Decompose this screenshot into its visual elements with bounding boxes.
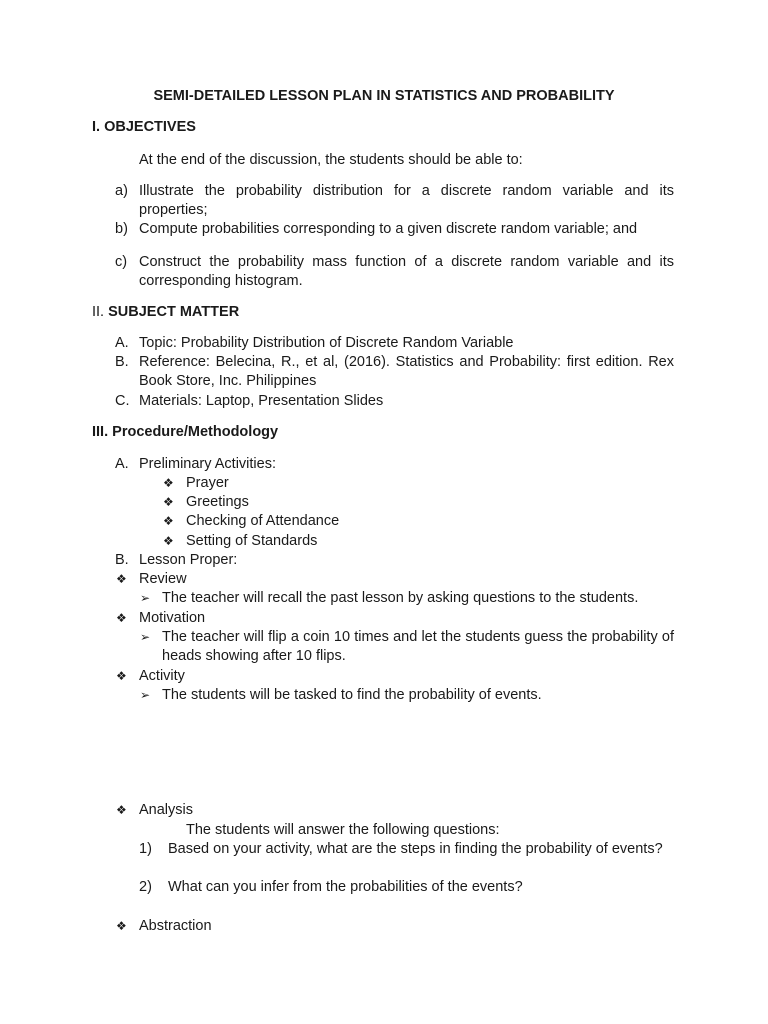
prelim-item-standards: Setting of Standards bbox=[186, 533, 318, 549]
objective-c-text: Construct the probability mass function of a discrete random variable and its corresponding histogram. bbox=[139, 254, 674, 289]
objectives-intro: At the end of the discussion, the students should be able to: bbox=[139, 152, 523, 168]
analysis-label: Analysis bbox=[139, 802, 193, 818]
analysis-intro: The students will answer the following questions: bbox=[186, 822, 500, 838]
diamond-bullet-icon: ❖ bbox=[163, 514, 174, 528]
diamond-bullet-icon: ❖ bbox=[116, 611, 127, 625]
objective-a-text: Illustrate the probability distribution for a discrete random variable and its properties; bbox=[139, 183, 674, 218]
subject-matter-heading-number: II. bbox=[92, 304, 105, 320]
prelim-item-greetings: Greetings bbox=[186, 494, 249, 510]
objective-c-marker: c) bbox=[115, 254, 128, 270]
lesson-proper-label: Lesson Proper: bbox=[139, 552, 238, 568]
lesson-proper-marker: B. bbox=[115, 552, 129, 568]
subject-c-text: Materials: Laptop, Presentation Slides bbox=[139, 393, 384, 409]
procedure-heading: III. Procedure/Methodology bbox=[92, 424, 279, 440]
subject-b-text: Reference: Belecina, R., et al, (2016). Statistics and Probability: first edition. Rex Book Store, Inc. Philippines bbox=[139, 354, 674, 389]
diamond-bullet-icon: ❖ bbox=[116, 572, 127, 586]
prelim-label: Preliminary Activities: bbox=[139, 456, 276, 472]
subject-a-text: Topic: Probability Distribution of Discrete Random Variable bbox=[139, 335, 514, 351]
review-text: The teacher will recall the past lesson by asking questions to the students. bbox=[162, 590, 639, 606]
diamond-bullet-icon: ❖ bbox=[116, 803, 127, 817]
subject-matter-heading bbox=[92, 303, 239, 322]
analysis-question-2-marker: 2) bbox=[139, 879, 152, 895]
analysis-question-1-text: Based on your activity, what are the steps in finding the probability of events? bbox=[168, 841, 663, 857]
arrow-bullet-icon: ➢ bbox=[140, 688, 151, 702]
activity-text: The students will be tasked to find the probability of events. bbox=[162, 687, 542, 703]
prelim-item-attendance: Checking of Attendance bbox=[186, 513, 340, 529]
page-title: SEMI-DETAILED LESSON PLAN IN STATISTICS AND PROBABILITY bbox=[153, 88, 615, 104]
abstraction-label: Abstraction bbox=[139, 918, 212, 934]
motivation-text: The teacher will flip a coin 10 times and let the students guess the probability of heads showing after 10 flips. bbox=[162, 629, 674, 664]
review-label: Review bbox=[139, 571, 187, 587]
motivation-label: Motivation bbox=[139, 610, 206, 626]
objective-b-marker: b) bbox=[115, 221, 128, 237]
subject-matter-heading-text: SUBJECT MATTER bbox=[108, 304, 240, 320]
objective-b-text: Compute probabilities corresponding to a given discrete random variable; and bbox=[139, 221, 638, 237]
analysis-question-2-text: What can you infer from the probabilities of the events? bbox=[168, 879, 523, 895]
diamond-bullet-icon: ❖ bbox=[163, 476, 174, 490]
activity-label: Activity bbox=[139, 668, 185, 684]
arrow-bullet-icon: ➢ bbox=[140, 630, 151, 644]
objectives-heading: I. OBJECTIVES bbox=[92, 119, 196, 135]
subject-b-marker: B. bbox=[115, 354, 129, 370]
subject-c-marker: C. bbox=[115, 393, 130, 409]
diamond-bullet-icon: ❖ bbox=[116, 669, 127, 683]
diamond-bullet-icon: ❖ bbox=[163, 534, 174, 548]
diamond-bullet-icon: ❖ bbox=[163, 495, 174, 509]
subject-a-marker: A. bbox=[115, 335, 129, 351]
prelim-marker: A. bbox=[115, 456, 129, 472]
diamond-bullet-icon: ❖ bbox=[116, 919, 127, 933]
arrow-bullet-icon: ➢ bbox=[140, 591, 151, 605]
prelim-item-prayer: Prayer bbox=[186, 475, 229, 491]
objective-a-marker: a) bbox=[115, 183, 128, 199]
analysis-question-1-marker: 1) bbox=[139, 841, 152, 857]
